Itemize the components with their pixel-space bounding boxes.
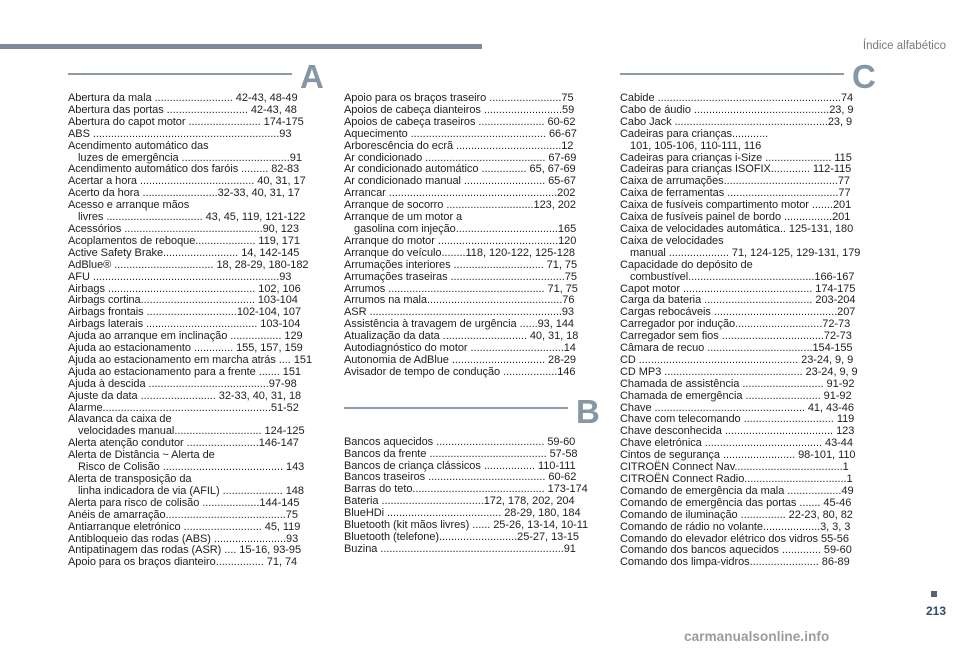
index-entry: Caixa de arrumações......................................77 [620,175,850,188]
index-entry: Bancos traseiros ....................................... 60-62 [344,471,577,484]
index-entry: Comando de rádio no volante...................3, 3, 3 [620,520,851,533]
index-entry: Apoio para os braços dianteiro................ 71, 74 [68,556,298,569]
index-entry: Bancos de criança clássicos ................. 110-111 [344,459,576,472]
index-column-a [68,58,326,569]
index-entry: Chamada de emergência ......................... 91-92 [620,389,852,402]
section-letter-a: A [300,58,324,95]
index-entry: Arrumações traseiras ......................................75 [344,270,577,283]
index-entry: Cadeiras para crianças i-Size ...................... 115 [620,151,852,164]
index-entry: Arranque do motor ........................................120 [344,234,577,247]
index-entry: Airbags laterais ..................................... 103-104 [68,318,301,331]
index-entry: Cabide .............................................................74 [620,92,854,104]
index-entry: Apoios de cabeça traseiros ...................... 60-62 [344,115,576,128]
index-list-b [344,437,602,556]
index-entry: AdBlue® ................................. 18, 28-29, 180-182 [68,258,309,271]
index-entry: Antibloqueio das rodas (ABS) ........................93 [68,532,299,545]
index-entry: Autodiagnóstico do motor ...............................14 [344,342,576,355]
index-entry: Ajuda ao estacionamento em marcha atrás .... 151 [68,353,313,366]
index-entry: Alerta para risco de colisão ...................144-145 [68,496,300,509]
index-entry: Apoio para os braços traseiro ........................75 [344,92,574,104]
end-marker [931,591,937,597]
page-title: Índice alfabético [862,40,946,52]
index-entry: Arranque do veículo........118, 120-122, 125-128 [344,246,576,259]
index-entry: Comando de iluminação ............... 22-23, 80, 82 [620,508,853,521]
header-bar [0,44,482,49]
index-entry: Ajuda à descida ........................................97-98 [68,377,297,390]
section-head-b [344,379,602,437]
index-entry: CD ..................................................... 23-24, 9, 9 [620,353,854,366]
index-entry: Comando de emergência da mala ..................49 [620,484,854,497]
index-entry: Chave .................................................. 41, 43-46 [620,401,854,414]
index-entry: Apoios de cabeça dianteiros ..........................59 [344,103,575,116]
section-rule-c [620,73,844,75]
index-entry: manual .................... 71, 124-125, 129-131, 179 [630,246,861,259]
index-entry: CITROËN Connect Radio..................................1 [620,473,853,485]
index-entry: Bateria ..................................172, 178, 202, 204 [344,495,575,508]
index-entry: Antipatinagem das rodas (ASR) .... 15-16, 93-95 [68,544,302,557]
index-entry: Caixa de fusíveis painel de bordo ................201 [620,211,851,224]
section-letter-b: B [576,392,600,430]
index-entry: Alavanca da caixa de [68,413,172,426]
index-entry: Capacidade do depósito de [620,258,753,271]
index-list-a-continued [344,93,602,379]
index-entry: Chave eletrónica ....................................... 43-44 [620,437,853,450]
index-entry: Chave com telecomando .............................. 119 [620,413,855,426]
index-entry: Airbags cortina...................................... 103-104 [68,294,298,307]
index-entry: Comando dos limpa-vidros....................... 86-89 [620,556,850,569]
index-entry: Autonomia de AdBlue ............................... 28-29 [344,353,576,366]
index-entry: Assistência à travagem de urgência ......93, 144 [344,318,574,331]
index-entry: livres ................................ 43, 45, 119, 121-122 [78,211,306,224]
index-entry: Comando de emergência das portas ....... 45-46 [620,496,852,509]
index-entry: Alarme........................................................51-52 [68,401,299,414]
index-entry: Caixa de ferramentas .....................................77 [620,187,851,200]
index-entry: Alerta de transposição da [68,473,192,485]
index-entry: Arrumos .................................................... 71, 75 [344,282,578,295]
section-letter-c: C [852,58,876,95]
index-entry: ABS ..............................................................93 [68,127,292,140]
index-list-c [620,93,878,569]
page-number: 213 [925,604,946,618]
index-entry: Atualização da data ............................ 40, 31, 18 [344,330,579,343]
index-entry: Cadeiras para crianças ISOFIX............. 112-115 [620,163,852,176]
index-entry: Active Safety Brake......................... 14, 142-145 [68,246,300,259]
index-entry: Carregador por indução.............................72-73 [620,318,851,331]
index-entry: Barras do teto............................................ 173-174 [344,483,588,496]
index-entry: Comando dos bancos aquecidos ............. 59-60 [620,544,852,557]
index-entry: Caixa de velocidades [620,234,724,247]
index-entry: Chave desconhecida .................................... 123 [620,425,855,438]
index-entry: Aquecimento ............................................. 66-67 [344,127,577,140]
index-entry: Acesso e arranque mãos [68,199,190,212]
index-entry: Ar condicionado automático ............... 65, 67-69 [344,163,576,176]
index-entry: Câmara de recuo ...................................154-155 [620,342,853,355]
index-column-c [620,58,878,569]
index-entry: Acessórios ..............................................90, 123 [68,222,299,235]
index-entry: Risco de Colisão ........................................ 143 [78,461,305,474]
index-entry: Arrancar ........................................................202 [344,187,576,200]
index-entry: Arrumações interiores .............................. 71, 75 [344,258,578,271]
index-entry: Carregador sem fios ..................................72-73 [620,330,852,343]
index-entry: Comando do elevador elétrico dos vidros 55-56 [620,532,849,545]
index-entry: Anéis de amarração........................................75 [68,508,298,521]
index-entry: Abertura do capot motor ........................ 174-175 [68,115,304,128]
index-entry: Carga da bateria .................................... 203-204 [620,294,856,307]
index-entry: Abertura das portas ........................... 42-43, 48 [68,103,297,116]
index-entry: Airbags ................................................. 102, 106 [68,282,301,295]
index-entry: velocidades manual............................. 124-125 [78,425,305,438]
index-entry: Buzina .............................................................91 [344,542,576,555]
index-entry: linha indicadora de via (AFIL) .................... 148 [78,484,304,497]
index-entry: Bancos aquecidos .................................... 59-60 [344,435,576,448]
index-entry: Acerto da hora .........................32-33, 40, 31, 17 [68,187,300,200]
index-entry: Chamada de assistência ........................... 91-92 [620,377,855,390]
index-entry: Arranque de socorro .............................123, 202 [344,199,576,212]
index-entry: Alerta de Distância ~ Alerta de [68,449,215,462]
index-entry: ASR ................................................................93 [344,306,575,319]
index-entry: 101, 105-106, 110-111, 116 [630,139,762,152]
index-entry: Antiarranque eletrónico .......................... 45, 119 [68,520,301,533]
index-entry: Ar condicionado manual ........................... 65-67 [344,175,576,188]
index-entry: Capot motor ........................................... 174-175 [620,282,856,295]
index-entry: Airbags frontais ..............................102-104, 107 [68,306,302,319]
index-entry: Ar condicionado ........................................ 67-69 [344,151,577,164]
index-entry: Bancos da frente ....................................... 57-58 [344,447,578,460]
section-rule-b [344,407,568,409]
section-rule-a [68,73,292,75]
index-entry: luzes de emergência ....................................91 [78,151,302,164]
index-entry: CITROËN Connect Nav....................................1 [620,461,849,474]
index-entry: Bluetooth (kit mãos livres) ...... 25-26, 13-14, 10-11 [344,519,589,532]
index-entry: Cadeiras para crianças............ [620,127,769,140]
index-entry: Acendimento automático das [68,139,209,152]
index-entry: Ajuda ao arranque em inclinação ................. 129 [68,330,303,343]
index-entry: BlueHDi ...................................... 28-29, 180, 184 [344,507,581,520]
index-entry: Arrumos na mala.............................................76 [344,294,575,307]
watermark-text: carmanualsonline.info [684,629,830,644]
index-entry: Bluetooth (telefone)..........................25-27, 13-15 [344,531,579,543]
index-entry: Acertar a hora ...................................... 40, 31, 17 [68,175,306,188]
index-entry: CD MP3 .............................................. 23-24, 9, 9 [620,365,858,378]
index-entry: Arranque de um motor a [344,211,463,224]
index-entry: Cintos de segurança ........................ 98-101, 110 [620,449,856,462]
index-entry: AFU ..............................................................93 [68,270,292,283]
index-entry: Abertura da mala .......................... 42-43, 48-49 [68,92,298,104]
index-entry: combustível..........................................166-167 [630,270,855,283]
index-entry: Avisador de tempo de condução ..................146 [344,365,576,378]
index-entry: Ajuda ao estacionamento ............. 155, 157, 159 [68,342,303,355]
index-list-a [68,93,326,569]
index-entry: Arborescência do ecrã ...................................12 [344,139,574,152]
index-entry: Cargas rebocáveis .........................................207 [620,306,856,319]
index-entry: Ajuda ao estacionamento para a frente ....... 151 [68,365,301,378]
index-entry: Ajuste da data ......................... 32-33, 40, 31, 18 [68,389,302,402]
index-entry: Acendimento automático dos faróis ......... 82-83 [68,163,300,176]
index-column-middle [344,93,602,556]
index-entry: Cabo Jack ...................................................23, 9 [620,115,853,128]
index-entry: Caixa de velocidades automática.. 125-131, 180 [620,222,854,235]
index-entry: Cabo de áudio .............................................23, 9 [620,103,854,116]
index-entry: gasolina com injeção..................................165 [354,222,577,235]
index-entry: Caixa de fusíveis compartimento motor .......201 [620,199,852,212]
index-entry: Acoplamentos de reboque.................... 119, 171 [68,234,301,247]
index-entry: Alerta atenção condutor ........................146-147 [68,437,299,450]
